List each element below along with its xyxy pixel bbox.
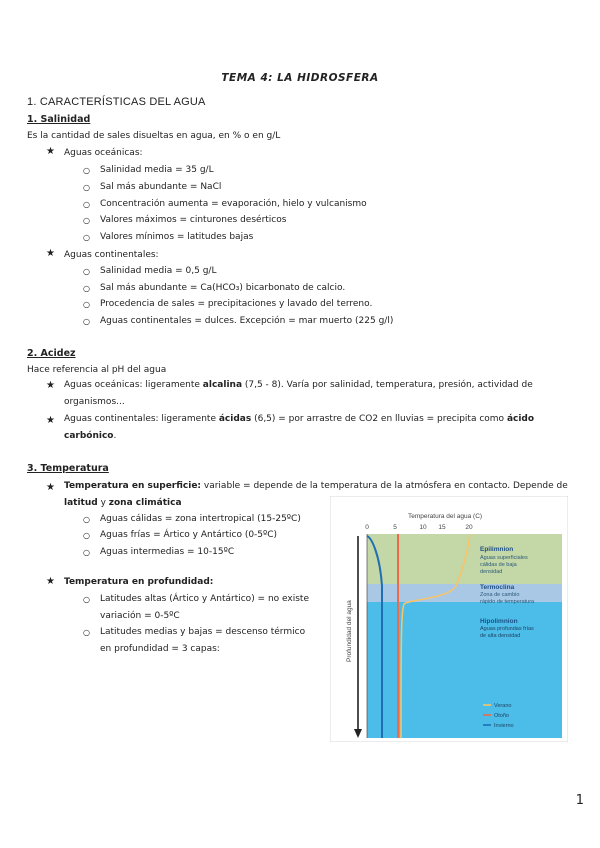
layer-desc: densidad — [480, 569, 503, 575]
salinidad-intro: Es la cantidad de sales disueltas en agua, en % o en g/L — [27, 131, 281, 141]
circle-bullet-icon: ○ — [83, 515, 90, 524]
acidez-cont-pre: Aguas continentales: ligeramente — [64, 414, 219, 424]
list-item: Valores máximos = cinturones desérticos — [100, 215, 287, 225]
tick-label: 15 — [438, 524, 446, 531]
circle-bullet-icon: ○ — [83, 183, 90, 192]
acidez-continentales — [64, 411, 569, 445]
circle-bullet-icon: ○ — [83, 317, 90, 326]
temp-sup-zona: zona climática — [108, 498, 182, 508]
star-bullet-icon: ★ — [46, 380, 55, 391]
figure-axis-title: Temperatura del agua (C) — [408, 513, 483, 520]
oceanicas-label: Aguas oceánicas: — [64, 148, 143, 158]
list-item: Salinidad media = 35 g/L — [100, 165, 214, 175]
tick-label: 0 — [365, 524, 369, 531]
thermocline-figure — [330, 496, 568, 742]
star-bullet-icon: ★ — [46, 576, 55, 587]
circle-bullet-icon: ○ — [83, 284, 90, 293]
circle-bullet-icon: ○ — [83, 628, 90, 637]
layer-desc: Aguas profundas frías — [480, 626, 534, 632]
circle-bullet-icon: ○ — [83, 595, 90, 604]
layer-desc: Aguas superficiales — [480, 555, 528, 561]
subheading-salinidad: 1. Salinidad — [27, 114, 91, 125]
list-item: Aguas intermedias = 10-15ºC — [100, 547, 235, 557]
layer-title: Hipolimnion — [480, 618, 518, 625]
circle-bullet-icon: ○ — [83, 233, 90, 242]
list-item-line2: variación = 0-5ºC — [100, 611, 180, 621]
circle-bullet-icon: ○ — [83, 300, 90, 309]
layer-title: Termoclina — [480, 584, 515, 591]
list-item: Concentración aumenta = evaporación, hielo y vulcanismo — [100, 199, 367, 209]
acidez-oceanicas-bold: alcalina — [202, 380, 243, 390]
circle-bullet-icon: ○ — [83, 166, 90, 175]
star-bullet-icon: ★ — [46, 482, 55, 493]
temp-sup-text: variable = depende de la temperatura de la atmósfera en contacto. Depende de — [201, 481, 568, 491]
layer-desc: rápido de temperatura — [480, 599, 535, 605]
circle-bullet-icon: ○ — [83, 267, 90, 276]
list-item: Sal más abundante = NaCl — [100, 182, 222, 192]
temp-prof-bold: Temperatura en profundidad: — [64, 577, 214, 587]
legend-label: Verano — [494, 703, 512, 709]
acidez-oceanicas-pre: Aguas oceánicas: ligeramente — [64, 380, 203, 390]
list-item: Valores mínimos = latitudes bajas — [100, 232, 254, 242]
star-bullet-icon: ★ — [46, 415, 55, 426]
acidez-intro: Hace referencia al pH del agua — [27, 365, 167, 375]
list-item-line2: en profundidad = 3 capas: — [100, 644, 220, 654]
layer-desc: de alta densidad — [480, 633, 521, 639]
layer-desc: Zona de cambio — [480, 592, 520, 598]
continentales-label: Aguas continentales: — [64, 250, 159, 260]
acidez-cont-mid: (6,5) = por arrastre de CO2 en lluvias = precipita como — [251, 414, 507, 424]
circle-bullet-icon: ○ — [83, 200, 90, 209]
depth-axis-label: Profundidad del agua — [346, 600, 353, 662]
list-item: Sal más abundante = Ca(HCO₃) bicarbonato de calcio. — [100, 283, 346, 293]
circle-bullet-icon: ○ — [83, 216, 90, 225]
acidez-cont-bold2: ácido carbónico — [64, 414, 535, 441]
list-item-line1: Latitudes medias y bajas = descenso térmico — [100, 627, 306, 637]
legend-label: Invierno — [494, 723, 514, 729]
circle-bullet-icon: ○ — [83, 548, 90, 557]
subheading-acidez: 2. Acidez — [27, 348, 76, 359]
list-item: Procedencia de sales = precipitaciones y lavado del terreno. — [100, 299, 373, 309]
list-item: Salinidad media = 0,5 g/L — [100, 266, 217, 276]
acidez-cont-bold: ácidas — [218, 414, 252, 424]
acidez-oceanicas — [64, 377, 569, 411]
hipolimnion-band — [367, 602, 562, 738]
list-item: Aguas continentales = dulces. Excepción = mar muerto (225 g/l) — [100, 316, 394, 326]
document-title: TEMA 4: LA HIDROSFERA — [221, 72, 379, 84]
star-bullet-icon: ★ — [46, 248, 55, 259]
temp-sup-latitud: latitud — [64, 498, 98, 508]
temp-profundidad-label — [64, 577, 213, 587]
star-bullet-icon: ★ — [46, 146, 55, 157]
temp-sup-bold: Temperatura en superficie: — [64, 481, 202, 491]
legend-label: Otoño — [494, 713, 509, 719]
section-heading-caracteristicas: 1. CARACTERÍSTICAS DEL AGUA — [27, 96, 206, 108]
list-item: Aguas cálidas = zona intertropical (15-25ºC) — [100, 514, 301, 524]
page-number: 1 — [575, 793, 584, 808]
temp-sup-mid: y — [97, 498, 109, 508]
acidez-cont-post: . — [113, 431, 117, 441]
layer-desc: cálidas de baja — [480, 562, 517, 568]
tick-label: 5 — [393, 524, 397, 531]
subheading-temperatura: 3. Temperatura — [27, 463, 109, 474]
list-item: Aguas frías = Ártico y Antártico (0-5ºC) — [100, 530, 278, 540]
layer-title: Epilimnion — [480, 546, 514, 553]
tick-label: 20 — [465, 524, 473, 531]
acidez-oceanicas-post: (7,5 - 8). Varía por salinidad, temperatura, presión, actividad de organismos... — [64, 380, 533, 407]
tick-label: 10 — [419, 524, 427, 531]
list-item-line1: Latitudes altas (Ártico y Antártico) = no existe — [100, 594, 309, 604]
circle-bullet-icon: ○ — [83, 531, 90, 540]
